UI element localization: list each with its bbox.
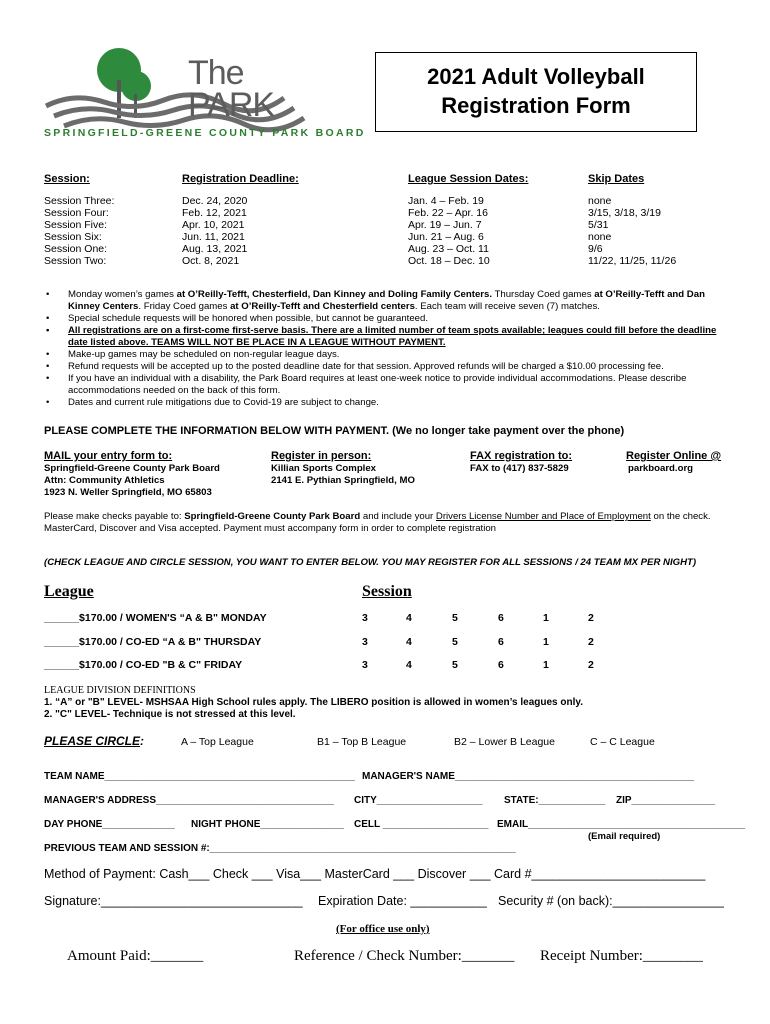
header-skip: Skip Dates — [588, 173, 645, 185]
league-label: $170.00 / CO-ED “A & B" THURSDAY — [79, 636, 262, 648]
session-option[interactable]: 3 — [362, 636, 368, 648]
session-header: Session — [362, 583, 412, 600]
deadline-value: Dec. 24, 2020 — [182, 195, 248, 207]
session-label: Session Six: — [44, 231, 102, 244]
deadline-value: Aug. 13, 2021 — [182, 243, 248, 256]
division-line: 2. "C" LEVEL- Technique is not stressed at this level. — [44, 709, 296, 720]
check-league-note: (CHECK LEAGUE AND CIRCLE SESSION, YOU WANT TO ENTER BELOW. YOU MAY REGISTER FOR ALL SESSIONS / 24 TEAM MX PER NIGHT) — [44, 557, 697, 568]
header-deadline: Registration Deadline: — [182, 173, 299, 185]
rule-item: • Make-up games may be scheduled on non-regular league days. — [44, 349, 724, 361]
payment-heading: PLEASE COMPLETE THE INFORMATION BELOW WITH PAYMENT. (We no longer take payment over the phone) — [44, 425, 625, 437]
day-phone-field[interactable]: DAY PHONE_____________ — [44, 819, 175, 830]
rule-item: • All registrations are on a first-come first-serve basis. There are a limited number of team spots available; leagues could fill before the deadline date listed above. TEAMS WILL NOT BE PLACE IN A LEAGUE WITHOUT PAYMENT. — [44, 325, 724, 349]
league-checkbox-line[interactable]: ______ — [44, 636, 80, 648]
rule-item: • Special schedule requests will be honored when possible, but cannot be guaranteed. — [44, 313, 724, 325]
league-row — [44, 612, 267, 624]
rule-text: . Friday Coed games — [138, 301, 231, 312]
header-session: Session: — [44, 173, 90, 185]
session-label: Session One: — [44, 243, 108, 256]
session-label: Session Three: — [44, 195, 115, 207]
session-option[interactable]: 3 — [362, 612, 368, 624]
title-line-1: 2021 Adult Volleyball — [427, 64, 645, 89]
person-line: 2141 E. Pythian Springfield, MO — [271, 475, 415, 486]
rule-text-bold: at O’Reilly-Tefft and Dan Kinney Centers — [68, 289, 705, 312]
security-field[interactable]: Security # (on back):________________ — [498, 894, 724, 908]
session-option[interactable]: 5 — [452, 636, 458, 648]
session-dates: Jun. 21 – Aug. 6 — [408, 231, 484, 244]
rule-item: • If you have an individual with a disability, the Park Board requires at least one-week notice to provide individual accommodations. Please describe accommodations needed on the back of this form. — [44, 373, 724, 397]
checks-requirement: Drivers License Number and Place of Employment — [435, 511, 651, 522]
expiration-field[interactable]: Expiration Date: ___________ — [318, 894, 487, 908]
session-label: Session Four: — [44, 207, 109, 220]
mail-line: Springfield-Greene County Park Board — [44, 463, 220, 474]
mail-address — [44, 463, 220, 499]
form-title-box — [375, 52, 697, 132]
session-option[interactable]: 2 — [588, 612, 594, 624]
checks-payee: Springfield-Greene County Park Board — [184, 511, 361, 522]
session-option[interactable]: 2 — [588, 636, 594, 648]
league-option[interactable]: A – Top League — [181, 736, 254, 748]
checks-text: and include your — [360, 511, 436, 522]
rule-item: • Refund requests will be accepted up to the posted deadline date for that session. Approved refunds will be charged a $10.00 processing fee. — [44, 361, 724, 373]
rules-list — [44, 289, 724, 409]
managers-address-field[interactable]: MANAGER'S ADDRESS________________________________ — [44, 795, 334, 806]
session-label: Session Five: — [44, 219, 108, 232]
skip-dates: none — [588, 195, 612, 207]
logo-subtitle: SPRINGFIELD-GREENE COUNTY PARK BOARD — [44, 127, 366, 139]
league-label: $170.00 / CO-ED "B & C" FRIDAY — [79, 659, 243, 671]
mail-title: MAIL your entry form to: — [44, 450, 173, 462]
skips-column — [588, 195, 676, 268]
session-option[interactable]: 4 — [406, 636, 412, 648]
session-option[interactable]: 6 — [498, 659, 504, 671]
logo-the: The — [188, 54, 244, 92]
managers-name-field[interactable]: MANAGER'S NAME___________________________________________ — [362, 771, 695, 782]
session-option[interactable]: 3 — [362, 659, 368, 671]
deadline-value: Feb. 12, 2021 — [182, 207, 247, 220]
header-dates: League Session Dates: — [408, 173, 529, 185]
division-title: LEAGUE DIVISION DEFINITIONS — [44, 685, 196, 696]
rule-text-bold: at O’Reilly-Tefft and Chesterfield centers — [230, 301, 415, 312]
mail-line: 1923 N. Weller Springfield, MO 65803 — [44, 487, 212, 498]
league-option[interactable]: B2 – Lower B League — [454, 736, 555, 748]
session-option[interactable]: 5 — [452, 659, 458, 671]
mail-line: Attn: Community Athletics — [44, 475, 165, 486]
skip-dates: 9/6 — [588, 243, 603, 256]
night-phone-field[interactable]: NIGHT PHONE_______________ — [191, 819, 344, 830]
session-dates: Oct. 18 – Dec. 10 — [408, 255, 490, 268]
sessions-column — [44, 195, 114, 268]
team-name-field[interactable]: TEAM NAME_____________________________________________ — [44, 771, 355, 782]
checks-text: Please make checks payable to: — [44, 511, 185, 522]
person-address — [271, 463, 415, 487]
session-option[interactable]: 6 — [498, 636, 504, 648]
online-link[interactable]: parkboard.org — [628, 463, 694, 474]
dates-column — [408, 195, 490, 268]
session-option[interactable]: 1 — [543, 659, 549, 671]
rule-item: • Dates and current rule mitigations due to Covid-19 are subject to change. — [44, 397, 724, 409]
please-circle-colon: : — [140, 734, 145, 748]
logo-park: PARK — [188, 86, 275, 124]
skip-dates: none — [588, 231, 612, 244]
fax-number: FAX to (417) 837-5829 — [470, 463, 569, 474]
deadline-value: Apr. 10, 2021 — [182, 219, 245, 232]
session-option[interactable]: 1 — [543, 612, 549, 624]
skip-dates: 5/31 — [588, 219, 609, 232]
cell-field[interactable]: CELL ___________________ — [354, 819, 489, 830]
session-dates: Jan. 4 – Feb. 19 — [408, 195, 484, 207]
checks-note — [44, 511, 724, 535]
session-option[interactable]: 2 — [588, 659, 594, 671]
skip-dates: 11/22, 11/25, 11/26 — [588, 255, 677, 268]
state-field[interactable]: STATE:____________ — [504, 795, 606, 806]
person-line: Killian Sports Complex — [271, 463, 377, 474]
title-line-2: Registration Form — [441, 93, 631, 118]
division-line: 1. “A” or "B" LEVEL- MSHSAA High School rules apply. The LIBERO position is allowed in women’s leagues only. — [44, 697, 583, 708]
session-option[interactable]: 4 — [406, 612, 412, 624]
session-option[interactable]: 4 — [406, 659, 412, 671]
session-option[interactable]: 1 — [543, 636, 549, 648]
deadline-value: Oct. 8, 2021 — [182, 255, 240, 268]
deadline-value: Jun. 11, 2021 — [182, 231, 245, 244]
rule-item — [44, 289, 724, 313]
league-option[interactable]: C – C League — [590, 736, 655, 748]
rule-text: Monday women’s games — [68, 289, 177, 300]
amount-paid-field: Amount Paid:_______ — [67, 948, 204, 964]
signature-field[interactable]: Signature:_____________________________ — [44, 894, 303, 908]
deadlines-column — [182, 195, 247, 268]
please-circle-label — [44, 734, 144, 748]
session-dates: Apr. 19 – Jun. 7 — [408, 219, 482, 232]
online-title: Register Online @ — [626, 450, 722, 462]
fax-title: FAX registration to: — [470, 450, 573, 462]
session-option[interactable]: 5 — [452, 612, 458, 624]
league-label: $170.00 / WOMEN'S “A & B" MONDAY — [79, 612, 267, 624]
please-circle-text: PLEASE CIRCLE — [44, 734, 141, 748]
league-checkbox-line[interactable]: ______ — [44, 612, 80, 624]
checks-text: on the check. MasterCard, Discover and Visa accepted. Payment must accompany form in order to complete registration — [44, 511, 711, 534]
session-dates: Feb. 22 – Apr. 16 — [408, 207, 488, 220]
rule-text: Thursday Coed games — [492, 289, 595, 300]
league-checkbox-line[interactable]: ______ — [44, 659, 80, 671]
zip-field[interactable]: ZIP_______________ — [616, 795, 715, 806]
skip-dates: 3/15, 3/18, 3/19 — [588, 207, 661, 220]
office-use-title: (For office use only) — [336, 923, 430, 935]
rule-text-bold: at O’Reilly-Tefft, Chesterfield, Dan Kinney and Doling Family Centers. — [176, 289, 493, 300]
email-required-note: (Email required) — [588, 831, 661, 842]
receipt-number-field: Receipt Number:________ — [540, 948, 703, 964]
session-option[interactable]: 6 — [498, 612, 504, 624]
previous-team-field[interactable]: PREVIOUS TEAM AND SESSION #:_______________________________________________________ — [44, 843, 516, 854]
league-option[interactable]: B1 – Top B League — [317, 736, 407, 748]
session-label: Session Two: — [44, 255, 107, 268]
email-field[interactable]: EMAIL_______________________________________ — [497, 819, 746, 830]
reference-number-field: Reference / Check Number:_______ — [294, 948, 515, 964]
league-row — [44, 636, 261, 648]
person-title: Register in person: — [271, 450, 372, 462]
session-dates: Aug. 23 – Oct. 11 — [408, 243, 489, 256]
city-field[interactable]: CITY___________________ — [354, 795, 483, 806]
payment-method-field[interactable]: Method of Payment: Cash___ Check ___ Visa___ MasterCard ___ Discover ___ Card #_________________________ — [44, 867, 706, 881]
league-header: League — [44, 583, 94, 600]
league-row — [44, 659, 242, 671]
rule-text: . Each team will receive seven (7) matches. — [414, 301, 600, 312]
